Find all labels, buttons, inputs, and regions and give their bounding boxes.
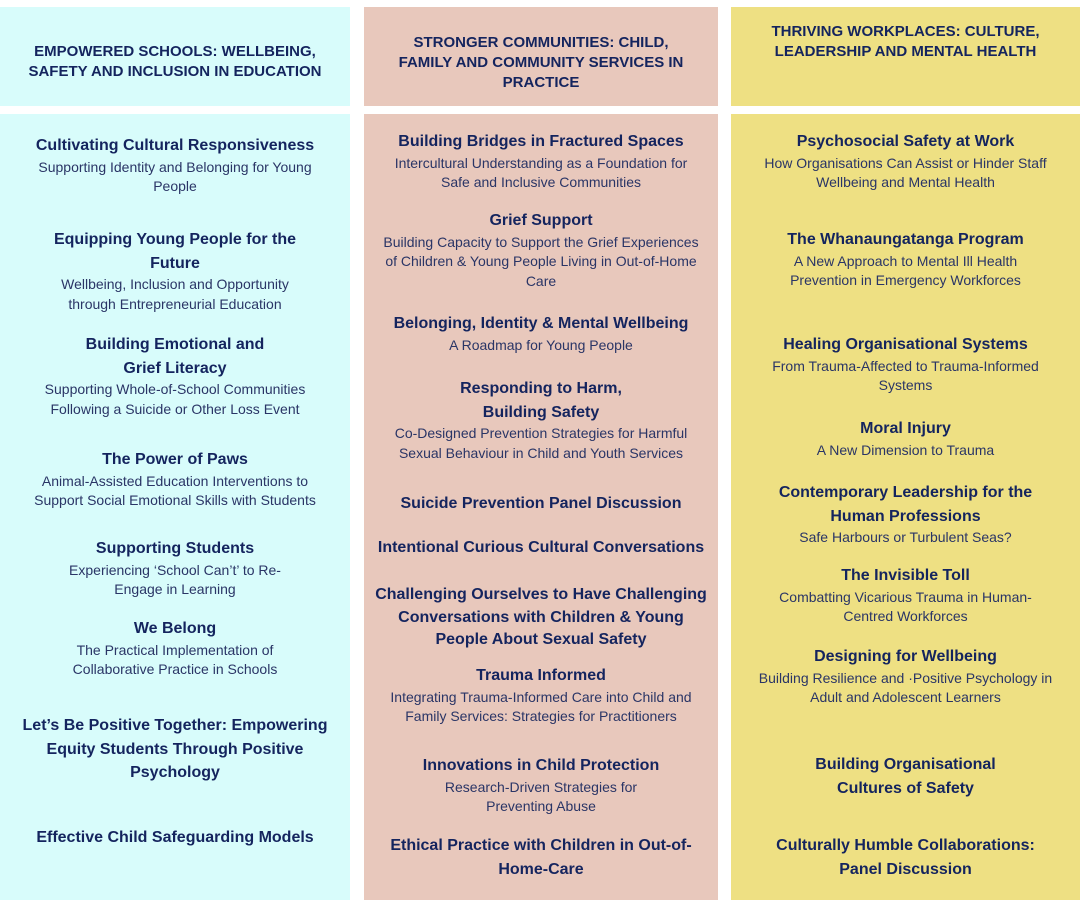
session-item	[731, 130, 1080, 193]
session-subtitle: The Practical Implementation of Collaborative Practice in Schools	[72, 641, 278, 677]
session-item	[0, 714, 350, 785]
session-title: Contemporary Leadership for the Human Professions	[778, 484, 1033, 525]
column-header: THRIVING WORKPLACES: CULTURE, LEADERSHIP AND MENTAL HEALTH	[731, 7, 1080, 106]
session-item	[364, 130, 718, 193]
session-item	[731, 834, 1080, 881]
session-subtitle: Building Capacity to Support the Grief Experiences of Children & Young People Living in Out-of-Home Care	[383, 233, 699, 289]
session-title: Building Emotional and Grief Literacy	[85, 336, 265, 377]
column-body	[0, 114, 350, 900]
session-subtitle: A Roadmap for Young People	[449, 336, 633, 353]
session-subtitle: Supporting Identity and Belonging for Young People	[38, 158, 312, 194]
session-title: The Whanaungatanga Program	[787, 231, 1024, 248]
session-subtitle: Co-Designed Prevention Strategies for Harmful Sexual Behaviour in Child and Youth Services	[394, 425, 688, 461]
session-subtitle: Safe Harbours or Turbulent Seas?	[799, 529, 1012, 545]
session-item	[0, 380, 350, 419]
session-subtitle: From Trauma-Affected to Trauma-Informed Systems	[772, 357, 1039, 393]
session-title: Supporting Students	[95, 540, 255, 557]
session-item	[364, 584, 718, 652]
session-item	[364, 834, 718, 881]
session-subtitle: Combatting Vicarious Trauma in Human-Centred Workforces	[779, 588, 1032, 624]
session-title: Building Bridges in Fractured Spaces	[398, 133, 684, 150]
session-item	[731, 228, 1080, 291]
session-title: Innovations in Child Protection	[422, 757, 660, 774]
session-subtitle: How Organisations Can Assist or Hinder Staff Wellbeing and Mental Health	[764, 154, 1047, 190]
session-subtitle: Intercultural Understanding as a Foundation for Safe and Inclusive Communities	[394, 154, 688, 190]
session-subtitle: Building Resilience and ·Positive Psychology in Adult and Adolescent Learners	[758, 669, 1053, 705]
session-item	[364, 536, 718, 560]
column-header: STRONGER COMMUNITIES: CHILD, FAMILY AND COMMUNITY SERVICES IN PRACTICE	[364, 7, 718, 106]
column-body	[364, 114, 718, 900]
session-title: Intentional Curious Cultural Conversations	[377, 539, 705, 556]
session-title: Culturally Humble Collaborations: Panel Discussion	[776, 837, 1035, 878]
session-item	[0, 537, 350, 600]
session-item	[731, 645, 1080, 708]
session-item	[364, 377, 718, 424]
session-title: Moral Injury	[860, 420, 951, 437]
session-title: Grief Support	[489, 212, 593, 229]
session-item	[364, 492, 718, 516]
session-subtitle: Experiencing ‘School Can’t’ to Re-Engage in Learning	[69, 561, 281, 597]
session-title: We Belong	[133, 620, 217, 637]
session-title: Belonging, Identity & Mental Wellbeing	[393, 315, 689, 332]
session-item	[364, 424, 718, 463]
session-subtitle: A New Approach to Mental Ill Health Prevention in Emergency Workforces	[790, 252, 1021, 288]
column-body	[731, 114, 1080, 900]
session-item	[364, 664, 718, 727]
session-item	[0, 826, 350, 850]
session-title: Let’s Be Positive Together: Empowering Equity Students Through Positive Psychology	[22, 717, 328, 781]
session-item	[0, 134, 350, 197]
session-title: Designing for Wellbeing	[814, 648, 997, 665]
session-title: Psychosocial Safety at Work	[796, 133, 1015, 150]
session-subtitle: A New Dimension to Trauma	[816, 441, 995, 458]
session-item	[364, 754, 718, 817]
session-title: Cultivating Cultural Responsiveness	[35, 137, 315, 154]
session-title: Equipping Young People for the Future	[53, 231, 297, 272]
session-item	[364, 209, 718, 291]
session-title: Effective Child Safeguarding Models	[36, 829, 314, 846]
column-header: EMPOWERED SCHOOLS: WELLBEING, SAFETY AND INCLUSION IN EDUCATION	[0, 7, 350, 106]
session-subtitle: Supporting Whole-of-School Communities Following a Suicide or Other Loss Event	[44, 381, 306, 417]
session-item	[731, 333, 1080, 396]
session-subtitle: Animal-Assisted Education Interventions to Support Social Emotional Skills with Students	[34, 472, 316, 508]
session-item	[0, 228, 350, 314]
session-item	[0, 448, 350, 511]
session-item	[731, 417, 1080, 460]
session-title: Suicide Prevention Panel Discussion	[400, 495, 682, 512]
session-title: Healing Organisational Systems	[783, 336, 1028, 353]
session-item	[731, 481, 1080, 548]
session-item	[731, 753, 1080, 800]
session-title: The Power of Paws	[102, 451, 248, 468]
session-title: Challenging Ourselves to Have Challenging Conversations with Children & Young People About Sexual Safety	[375, 586, 707, 648]
session-item	[0, 333, 350, 380]
session-subtitle: Research-Driven Strategies for Preventing Abuse	[444, 778, 638, 814]
session-item	[364, 312, 718, 355]
session-title: Ethical Practice with Children in Out-of-Home-Care	[390, 837, 692, 878]
session-title: Building Organisational Cultures of Safety	[815, 756, 996, 797]
session-item	[0, 617, 350, 680]
session-subtitle: Wellbeing, Inclusion and Opportunity through Entrepreneurial Education	[61, 276, 289, 312]
session-title: The Invisible Toll	[841, 567, 970, 584]
session-title: Trauma Informed	[476, 667, 606, 684]
session-subtitle: Integrating Trauma-Informed Care into Child and Family Services: Strategies for Practitioners	[390, 688, 692, 724]
session-title: Responding to Harm, Building Safety	[460, 380, 622, 421]
session-item	[731, 564, 1080, 627]
